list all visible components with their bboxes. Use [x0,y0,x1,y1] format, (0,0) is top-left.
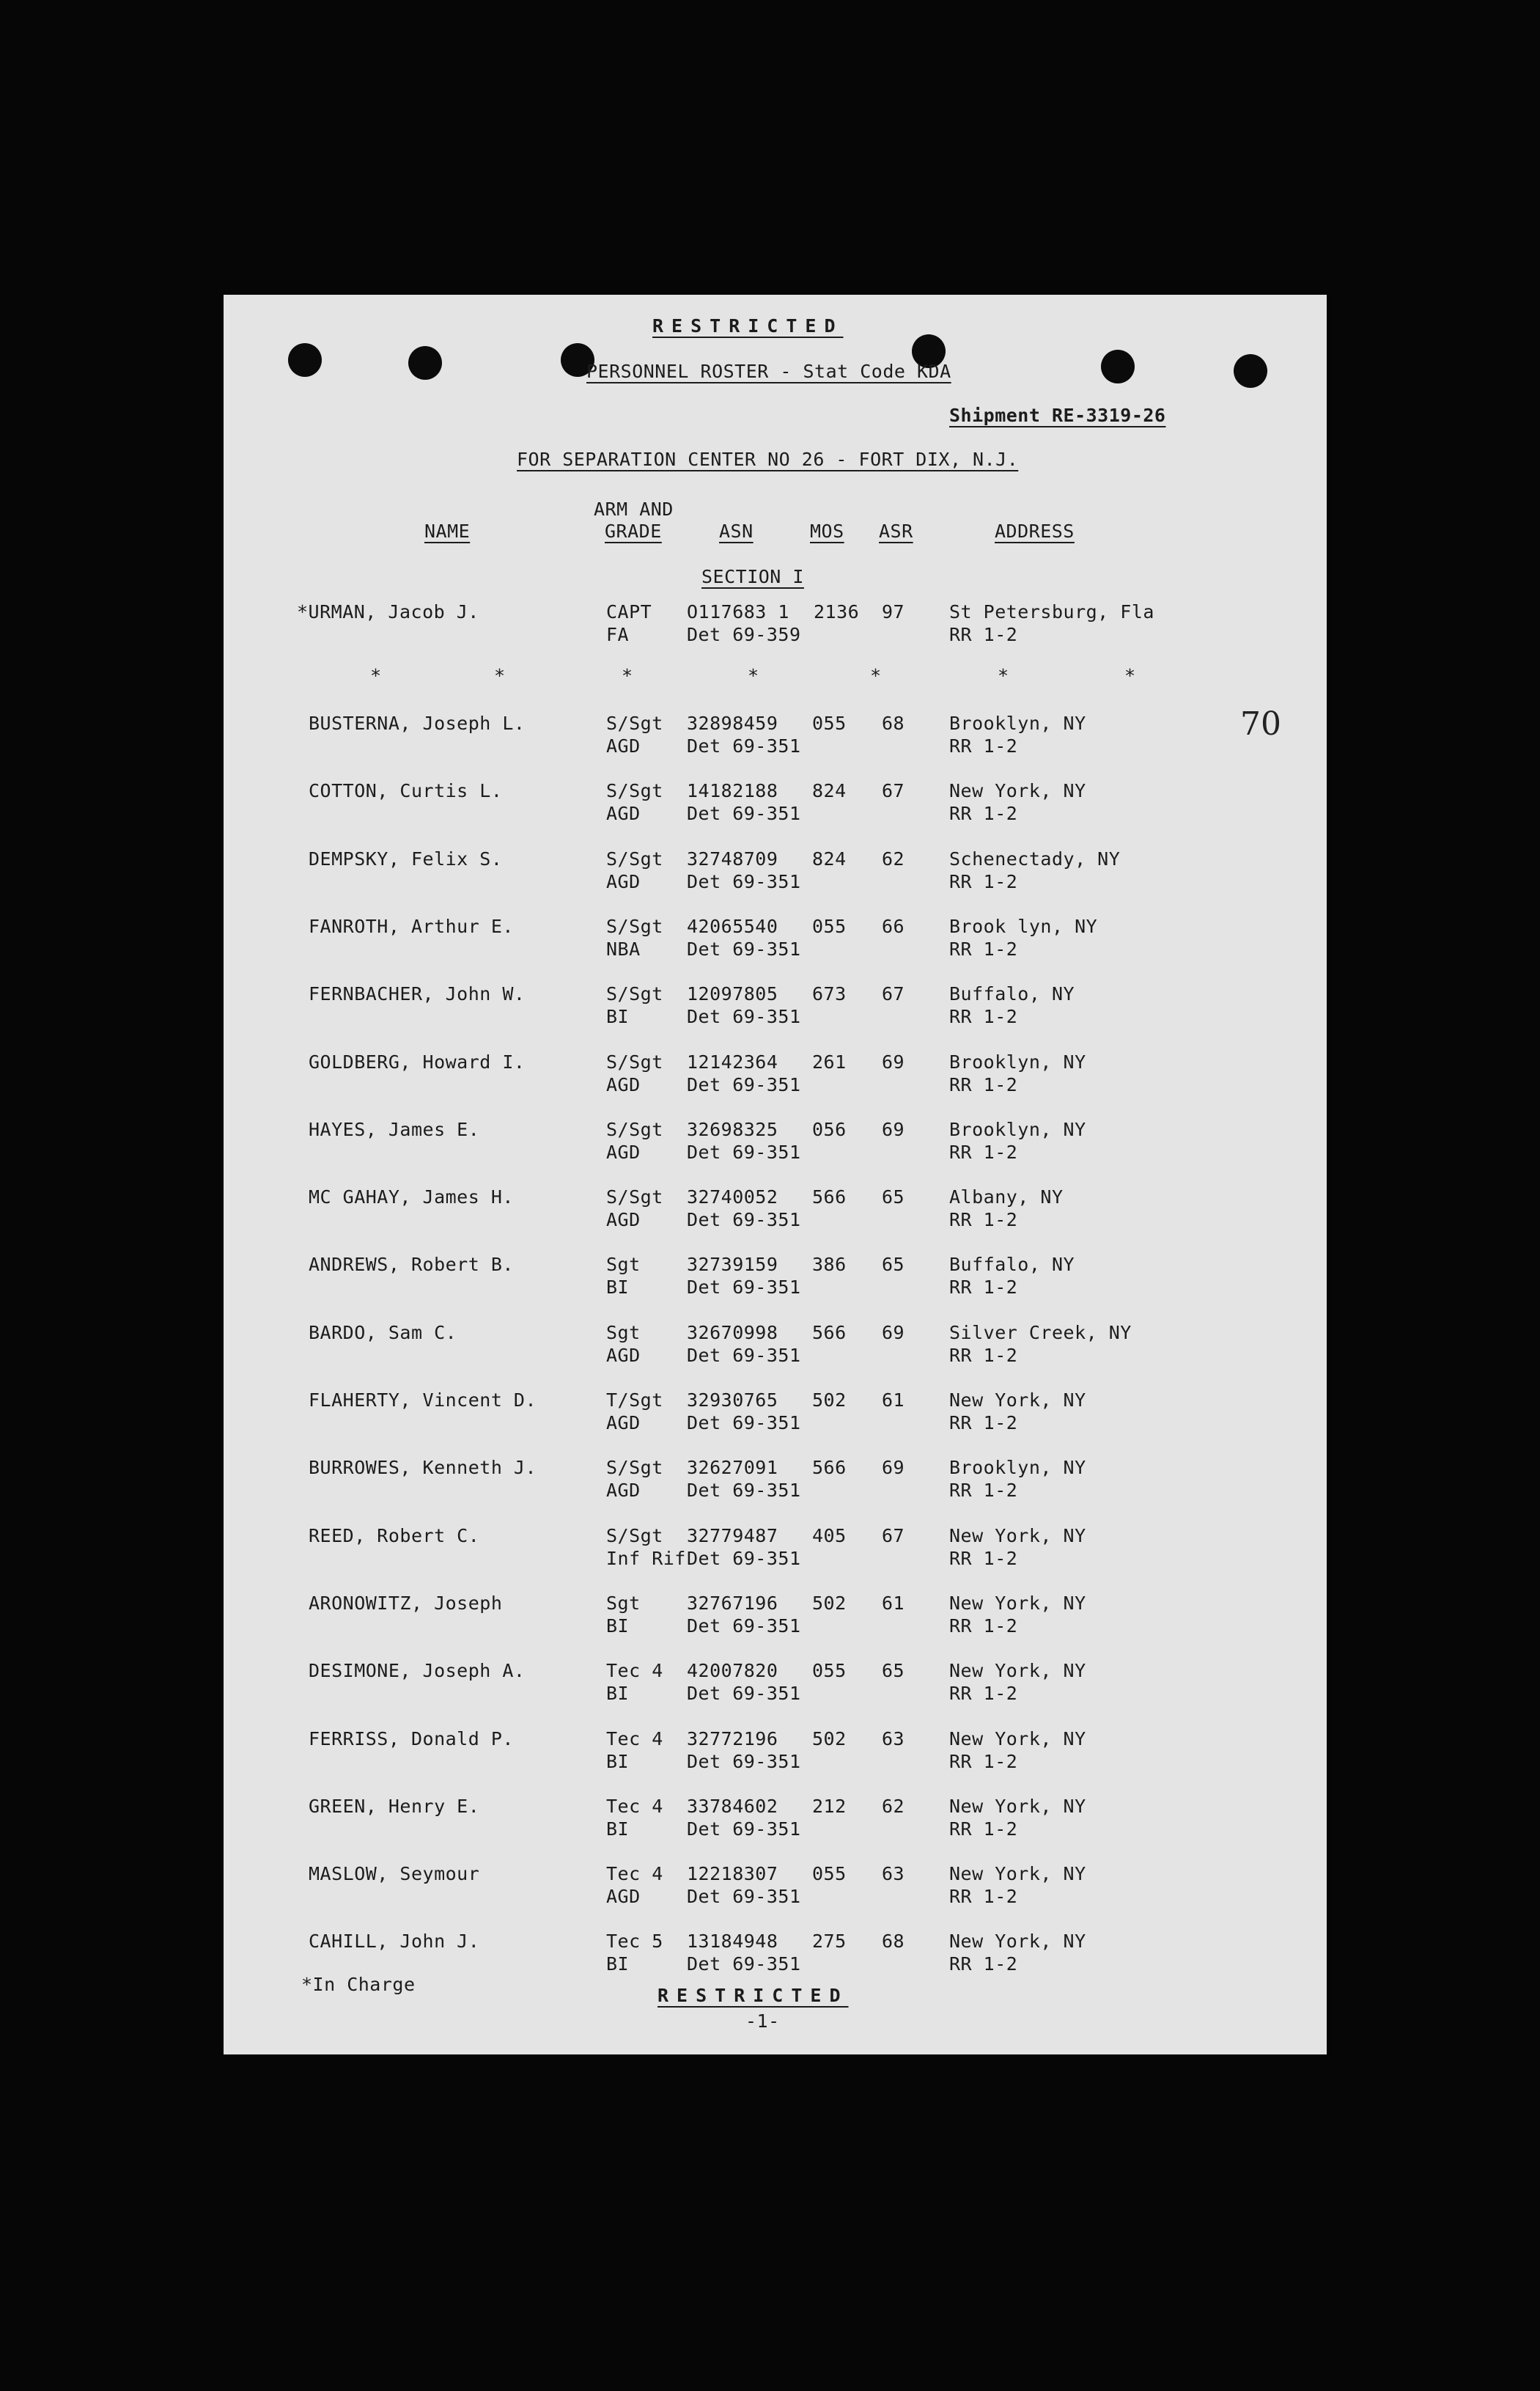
entry-rr: RR 1-2 [949,1953,1018,1975]
entry-grade: Tec 4 [606,1796,663,1817]
entry-asr: 69 [882,1119,905,1140]
table-row [224,1796,1327,1847]
table-row [224,1660,1327,1711]
entry-arm: AGD [606,1480,641,1501]
entry-rr: RR 1-2 [949,1209,1018,1230]
entry-asn: 33784602 [687,1796,778,1817]
entry-city: Brooklyn, NY [949,1457,1086,1478]
restricted-header: RESTRICTED [652,315,844,337]
entry-arm: AGD [606,871,641,892]
entry-arm: AGD [606,1345,641,1366]
separator-star: * [1124,665,1136,686]
entry-mos: 055 [812,1863,847,1884]
entry-rr: RR 1-2 [949,1074,1018,1095]
entry-city: New York, NY [949,1931,1086,1952]
separator-star: * [748,665,759,686]
entry-asr: 61 [882,1593,905,1614]
entry-det: Det 69-351 [687,1886,801,1907]
entry-arm: BI [606,1006,630,1027]
entry-det: Det 69-351 [687,1412,801,1433]
entry-name: *URMAN, Jacob J. [297,601,479,622]
entry-grade: Sgt [606,1593,641,1614]
entry-mos: 386 [812,1254,847,1275]
entry-grade: Tec 4 [606,1660,663,1681]
entry-grade: S/Sgt [606,1525,663,1546]
entry-city: Albany, NY [949,1186,1064,1208]
entry-grade: S/Sgt [606,1119,663,1140]
entry-asr: 65 [882,1660,905,1681]
entry-arm: BI [606,1277,630,1298]
entry-arm: BI [606,1615,630,1637]
entry-grade: S/Sgt [606,780,663,801]
entry-det: Det 69-351 [687,939,801,960]
entry-name: DEMPSKY, Felix S. [309,848,503,870]
section-label: SECTION I [701,566,804,587]
entry-det: Det 69-351 [687,1480,801,1501]
entry-rr: RR 1-2 [949,939,1018,960]
table-row [224,1593,1327,1644]
entry-city: New York, NY [949,1728,1086,1749]
column-asr: ASR [879,521,913,542]
table-row [224,1728,1327,1780]
column-asn: ASN [719,521,754,542]
entry-arm: BI [606,1818,630,1840]
entry-det: Det 69-351 [687,1209,801,1230]
separator-star: * [622,665,633,686]
entry-grade: Sgt [606,1322,641,1343]
entry-rr: RR 1-2 [949,1683,1018,1704]
entry-mos: 502 [812,1389,847,1411]
separation-center: FOR SEPARATION CENTER NO 26 - FORT DIX, N.J. [517,449,1019,470]
column-arm-and: ARM AND [594,499,674,520]
entry-mos: 055 [812,1660,847,1681]
column-address: ADDRESS [995,521,1075,542]
entry-det: Det 69-351 [687,871,801,892]
table-row [224,848,1327,900]
entry-city: Brooklyn, NY [949,1119,1086,1140]
entry-asn: 32627091 [687,1457,778,1478]
separator-star: * [870,665,882,686]
entry-asn: 32772196 [687,1728,778,1749]
entry-det: Det 69-351 [687,1615,801,1637]
entry-rr: RR 1-2 [949,803,1018,824]
entry-rr: RR 1-2 [949,871,1018,892]
entry-grade: Tec 4 [606,1728,663,1749]
entry-det: Det 69-351 [687,1751,801,1772]
in-charge-note: *In Charge [301,1974,416,1995]
entry-grade: T/Sgt [606,1389,663,1411]
entry-grade: Sgt [606,1254,641,1275]
entry-det: Det 69-351 [687,1006,801,1027]
entry-city: New York, NY [949,1525,1086,1546]
entry-rr: RR 1-2 [949,1818,1018,1840]
entry-mos: 2136 [814,601,860,622]
entry-mos: 824 [812,848,847,870]
entry-rr: RR 1-2 [949,1480,1018,1501]
entry-asr: 69 [882,1051,905,1073]
entry-arm: AGD [606,1142,641,1163]
entry-grade: S/Sgt [606,1186,663,1208]
entry-asn: 32739159 [687,1254,778,1275]
entry-asn: 12142364 [687,1051,778,1073]
entry-det: Det 69-351 [687,1074,801,1095]
table-row [224,780,1327,831]
entry-arm: BI [606,1751,630,1772]
punch-hole [408,346,442,380]
table-row [224,1525,1327,1576]
entry-grade: Tec 5 [606,1931,663,1952]
entry-mos: 566 [812,1322,847,1343]
entry-det: Det 69-351 [687,1345,801,1366]
entry-asr: 67 [882,983,905,1004]
entry-grade: S/Sgt [606,848,663,870]
entry-asn: 42007820 [687,1660,778,1681]
entry-det: Det 69-351 [687,1277,801,1298]
entry-city: Brooklyn, NY [949,1051,1086,1073]
entry-name: FLAHERTY, Vincent D. [309,1389,537,1411]
shipment-number: Shipment RE-3319-26 [949,405,1166,426]
entry-arm: Inf Rif [606,1548,686,1569]
entry-rr: RR 1-2 [949,1412,1018,1433]
entry-mos: 261 [812,1051,847,1073]
entry-mos: 275 [812,1931,847,1952]
table-row [224,1322,1327,1373]
entry-rr: RR 1-2 [949,1886,1018,1907]
entry-grade: CAPT [606,601,652,622]
entry-asn: 14182188 [687,780,778,801]
entry-det: Det 69-351 [687,1142,801,1163]
entry-mos: 673 [812,983,847,1004]
entry-rr: RR 1-2 [949,1006,1018,1027]
table-row [224,1863,1327,1914]
entry-rr: RR 1-2 [949,1615,1018,1637]
punch-hole [288,343,322,377]
document-page [224,295,1327,2054]
entry-asn: O117683 1 [687,601,789,622]
entry-city: Silver Creek, NY [949,1322,1132,1343]
table-row [224,983,1327,1035]
entry-arm: AGD [606,1412,641,1433]
entry-det: Det 69-351 [687,803,801,824]
entry-city: New York, NY [949,1660,1086,1681]
entry-asr: 62 [882,1796,905,1817]
entry-name: GOLDBERG, Howard I. [309,1051,526,1073]
entry-name: COTTON, Curtis L. [309,780,503,801]
roster-title: PERSONNEL ROSTER - Stat Code KDA [586,361,951,382]
entry-city: Buffalo, NY [949,1254,1075,1275]
entry-arm: BI [606,1953,630,1975]
entry-name: BUSTERNA, Joseph L. [309,713,526,734]
entry-asr: 65 [882,1186,905,1208]
entry-asr: 67 [882,780,905,801]
entry-arm: AGD [606,1886,641,1907]
entry-asr: 69 [882,1322,905,1343]
entry-mos: 405 [812,1525,847,1546]
entry-asr: 68 [882,1931,905,1952]
entry-grade: S/Sgt [606,1051,663,1073]
separator-star: * [370,665,382,686]
entry-name: BURROWES, Kenneth J. [309,1457,537,1478]
entry-asn: 32748709 [687,848,778,870]
entry-det: Det 69-351 [687,1818,801,1840]
restricted-footer: RESTRICTED [657,1985,849,2006]
entry-det: Det 69-351 [687,1953,801,1975]
entry-arm: BI [606,1683,630,1704]
punch-hole [1234,354,1267,388]
entry-rr: RR 1-2 [949,1548,1018,1569]
entry-name: MASLOW, Seymour [309,1863,480,1884]
entry-asr: 63 [882,1863,905,1884]
entry-asn: 12218307 [687,1863,778,1884]
entry-asn: 32698325 [687,1119,778,1140]
entry-mos: 055 [812,916,847,937]
entry-det: Det 69-351 [687,1683,801,1704]
entry-mos: 566 [812,1186,847,1208]
entry-name: ARONOWITZ, Joseph [309,1593,503,1614]
entry-mos: 055 [812,713,847,734]
entry-name: FERNBACHER, John W. [309,983,526,1004]
entry-asn: 32779487 [687,1525,778,1546]
column-name: NAME [424,521,471,542]
entry-grade: S/Sgt [606,983,663,1004]
entry-asr: 69 [882,1457,905,1478]
table-row [224,713,1327,764]
entry-asn: 42065540 [687,916,778,937]
page-number: -1- [745,2010,780,2032]
entry-name: FERRISS, Donald P. [309,1728,514,1749]
entry-asr: 68 [882,713,905,734]
entry-name: CAHILL, John J. [309,1931,480,1952]
entry-city: New York, NY [949,1863,1086,1884]
entry-name: DESIMONE, Joseph A. [309,1660,526,1681]
entry-asr: 62 [882,848,905,870]
entry-mos: 056 [812,1119,847,1140]
entry-name: FANROTH, Arthur E. [309,916,514,937]
margin-note: 70 [1240,705,1281,743]
entry-asn: 32740052 [687,1186,778,1208]
entry-mos: 502 [812,1728,847,1749]
entry-grade: S/Sgt [606,713,663,734]
entry-asr: 97 [882,601,905,622]
entry-arm: AGD [606,1209,641,1230]
column-mos: MOS [810,521,844,542]
entry-arm: AGD [606,735,641,757]
table-row [224,1254,1327,1305]
entry-asn: 32670998 [687,1322,778,1343]
table-row [224,916,1327,967]
entry-asr: 66 [882,916,905,937]
entry-city: Buffalo, NY [949,983,1075,1004]
entry-city: New York, NY [949,1796,1086,1817]
entry-rr: RR 1-2 [949,1277,1018,1298]
entry-arm: AGD [606,1074,641,1095]
entry-name: GREEN, Henry E. [309,1796,480,1817]
entry-name: BARDO, Sam C. [309,1322,457,1343]
entry-det: Det 69-359 [687,624,801,645]
entry-arm: NBA [606,939,641,960]
entry-name: REED, Robert C. [309,1525,480,1546]
entry-det: Det 69-351 [687,735,801,757]
punch-hole [1101,350,1135,383]
table-row [224,1119,1327,1170]
entry-det: Det 69-351 [687,1548,801,1569]
entry-asr: 61 [882,1389,905,1411]
entry-asr: 67 [882,1525,905,1546]
entry-rr: RR 1-2 [949,735,1018,757]
entry-name: MC GAHAY, James H. [309,1186,514,1208]
entry-mos: 566 [812,1457,847,1478]
entry-grade: S/Sgt [606,916,663,937]
column-grade: GRADE [605,521,662,542]
entry-city: St Petersburg, Fla [949,601,1154,622]
entry-mos: 824 [812,780,847,801]
table-row [224,1389,1327,1441]
entry-asr: 63 [882,1728,905,1749]
entry-mos: 212 [812,1796,847,1817]
entry-rr: RR 1-2 [949,624,1018,645]
table-row [224,1051,1327,1103]
entry-city: Brooklyn, NY [949,713,1086,734]
entry-city: New York, NY [949,1389,1086,1411]
entry-city: Schenectady, NY [949,848,1121,870]
entry-asn: 32767196 [687,1593,778,1614]
table-row [224,1457,1327,1508]
separator-star: * [494,665,506,686]
entry-asr: 65 [882,1254,905,1275]
officer-row [224,601,1327,653]
entry-asn: 32930765 [687,1389,778,1411]
entry-grade: Tec 4 [606,1863,663,1884]
entry-arm: FA [606,624,630,645]
entry-rr: RR 1-2 [949,1345,1018,1366]
entry-city: New York, NY [949,1593,1086,1614]
entry-rr: RR 1-2 [949,1751,1018,1772]
entry-asn: 13184948 [687,1931,778,1952]
entry-city: New York, NY [949,780,1086,801]
entry-asn: 32898459 [687,713,778,734]
separator-star: * [998,665,1009,686]
entry-rr: RR 1-2 [949,1142,1018,1163]
table-row [224,1186,1327,1238]
entry-name: HAYES, James E. [309,1119,480,1140]
entry-arm: AGD [606,803,641,824]
entry-grade: S/Sgt [606,1457,663,1478]
entry-mos: 502 [812,1593,847,1614]
entry-asn: 12097805 [687,983,778,1004]
entry-city: Brook lyn, NY [949,916,1098,937]
entry-name: ANDREWS, Robert B. [309,1254,514,1275]
